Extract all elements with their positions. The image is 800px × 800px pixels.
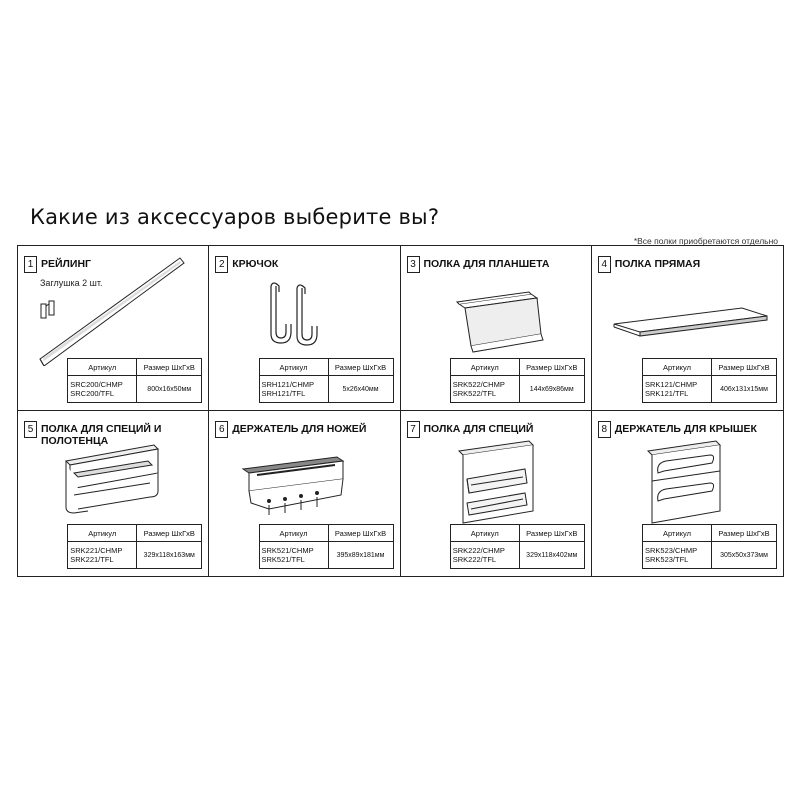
- spec-table: [450, 524, 585, 569]
- article-code: SRK221/CHMP: [70, 546, 123, 555]
- item-name: ПОЛКА ДЛЯ СПЕЦИЙ: [423, 423, 534, 435]
- header-size: Размер ШхГхВ: [519, 359, 584, 376]
- accessories-grid: [17, 245, 784, 577]
- accessory-card-3: [401, 246, 592, 411]
- article-code: SRH121/CHMP: [261, 380, 315, 389]
- hook-icon: [209, 246, 399, 366]
- header-article: Артикул: [450, 525, 519, 542]
- header-article: Артикул: [450, 359, 519, 376]
- item-name: ДЕРЖАТЕЛЬ ДЛЯ НОЖЕЙ: [232, 423, 367, 435]
- article-code: SRK222/TFL: [452, 555, 497, 564]
- item-name: ПОЛКА ПРЯМАЯ: [614, 258, 701, 270]
- footnote: *Все полки приобретаются отдельно: [633, 236, 778, 246]
- lid-holder-icon: [592, 411, 782, 531]
- spec-table: [642, 524, 777, 569]
- accessory-card-2: [209, 246, 400, 411]
- item-number: 4: [598, 256, 611, 273]
- accessory-card-1: [18, 246, 209, 411]
- item-name: КРЮЧОК: [232, 258, 279, 270]
- item-number: 3: [407, 256, 420, 273]
- header-article: Артикул: [68, 359, 137, 376]
- spec-table: [259, 524, 394, 569]
- size-value: 329x118x402мм: [519, 542, 584, 569]
- straight-shelf-icon: [592, 246, 782, 366]
- item-number: 2: [215, 256, 228, 273]
- item-number: 7: [407, 421, 420, 438]
- article-code: SRK121/TFL: [645, 389, 689, 398]
- article-code: SRK523/CHMP: [645, 546, 698, 555]
- item-number: 8: [598, 421, 611, 438]
- article-code: SRK222/CHMP: [452, 546, 505, 555]
- article-code: SRK522/CHMP: [452, 380, 505, 389]
- item-name: ПОЛКА ДЛЯ СПЕЦИЙ И ПОЛОТЕНЦА: [41, 423, 162, 447]
- header-article: Артикул: [68, 525, 137, 542]
- size-value: 329x118x163мм: [137, 542, 202, 569]
- header-article: Артикул: [259, 525, 328, 542]
- header-size: Размер ШхГхВ: [328, 359, 393, 376]
- knife-holder-icon: [209, 411, 399, 531]
- item-name: ДЕРЖАТЕЛЬ ДЛЯ КРЫШЕК: [614, 423, 757, 435]
- size-value: 144x69x86мм: [519, 376, 584, 403]
- header-article: Артикул: [643, 525, 712, 542]
- header-size: Размер ШхГхВ: [137, 525, 202, 542]
- spec-table: [450, 358, 585, 403]
- accessory-card-8: [592, 411, 783, 576]
- article-code: SRK521/CHMP: [261, 546, 314, 555]
- article-code: SRK523/TFL: [645, 555, 689, 564]
- header-size: Размер ШхГхВ: [328, 525, 393, 542]
- item-name: ПОЛКА ДЛЯ ПЛАНШЕТА: [423, 258, 550, 270]
- article-code: SRK521/TFL: [261, 555, 305, 564]
- size-value: 406x131x15мм: [712, 376, 777, 403]
- header-article: Артикул: [643, 359, 712, 376]
- article-code: SRK121/CHMP: [645, 380, 698, 389]
- rail-icon: [18, 246, 208, 366]
- size-value: 305x50x373мм: [712, 542, 777, 569]
- spec-table: [67, 524, 202, 569]
- spec-table: [67, 358, 202, 403]
- article-code: SRC200/CHMP: [70, 380, 123, 389]
- item-number: 1: [24, 256, 37, 273]
- spice-towel-shelf-icon: [18, 411, 208, 531]
- accessory-card-6: [209, 411, 400, 576]
- item-name: РЕЙЛИНГ: [41, 258, 92, 270]
- header-size: Размер ШхГхВ: [519, 525, 584, 542]
- accessory-card-7: [401, 411, 592, 576]
- accessory-card-4: [592, 246, 783, 411]
- spice-shelf-icon: [401, 411, 591, 531]
- header-article: Артикул: [259, 359, 328, 376]
- header-size: Размер ШхГхВ: [712, 525, 777, 542]
- spec-table: [642, 358, 777, 403]
- spec-table: [259, 358, 394, 403]
- article-code: SRC200/TFL: [70, 389, 115, 398]
- size-value: 800x16x50мм: [137, 376, 202, 403]
- tablet-shelf-icon: [401, 246, 591, 366]
- item-number: 5: [24, 421, 37, 438]
- item-note: Заглушка 2 шт.: [40, 278, 103, 288]
- size-value: 5x26x40мм: [328, 376, 393, 403]
- accessory-card-5: [18, 411, 209, 576]
- article-code: SRK221/TFL: [70, 555, 114, 564]
- size-value: 395x89x181мм: [328, 542, 393, 569]
- page-title: Какие из аксессуаров выберите вы?: [30, 205, 440, 229]
- header-size: Размер ШхГхВ: [137, 359, 202, 376]
- article-code: SRH121/TFL: [261, 389, 306, 398]
- article-code: SRK522/TFL: [452, 389, 497, 398]
- header-size: Размер ШхГхВ: [712, 359, 777, 376]
- item-number: 6: [215, 421, 228, 438]
